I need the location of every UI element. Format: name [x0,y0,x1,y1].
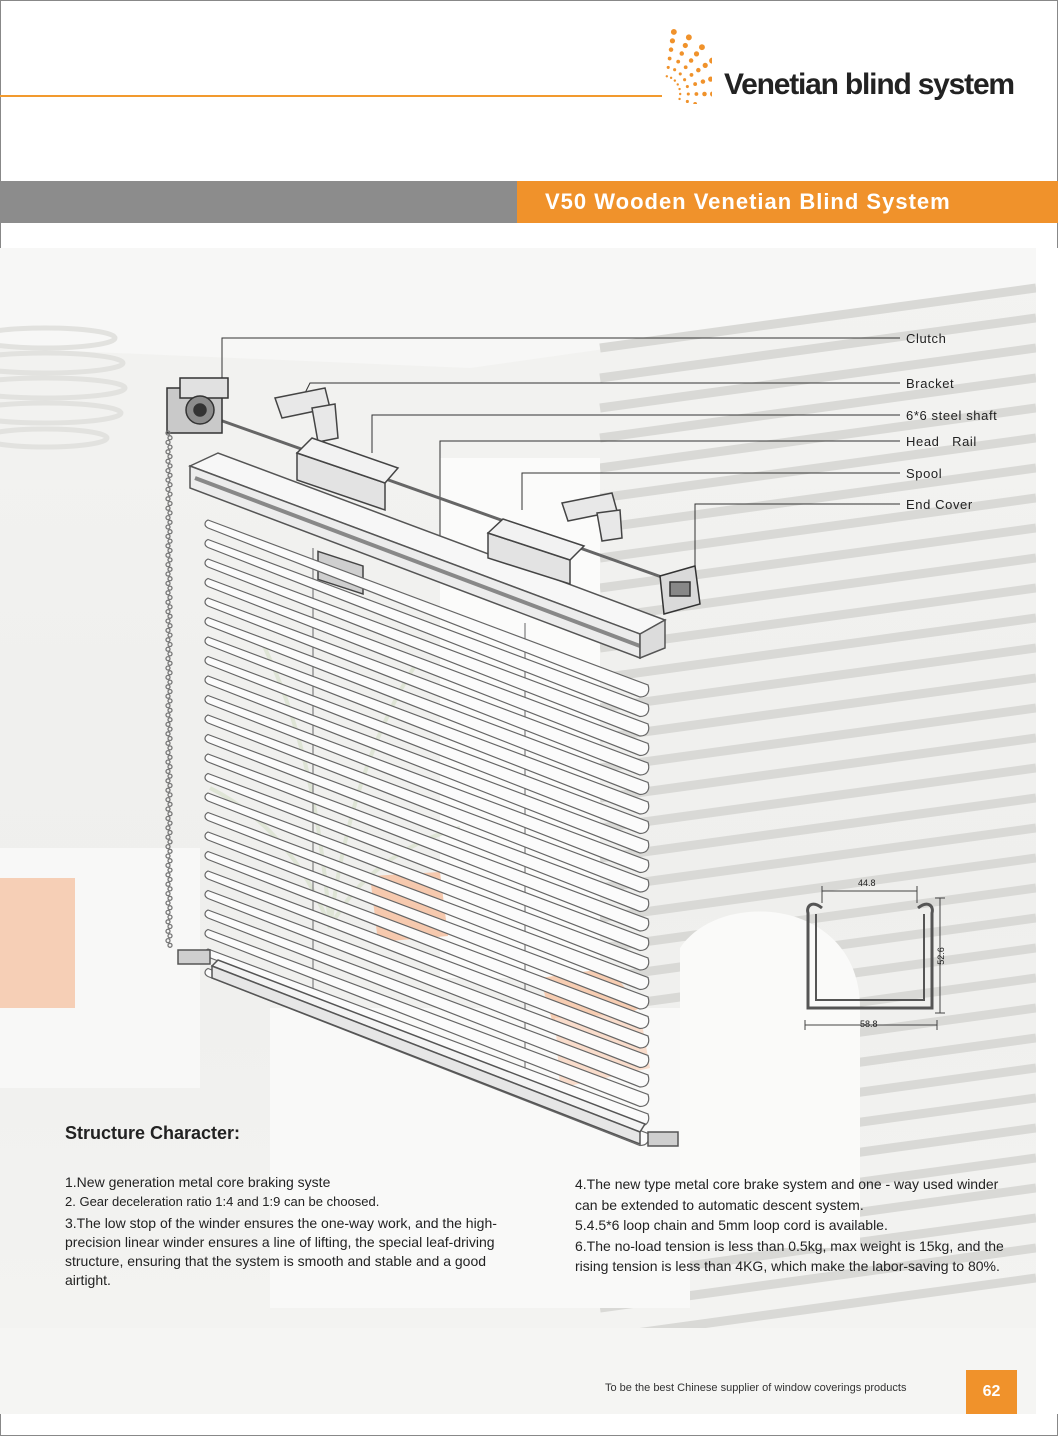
feature-list-left [65,1173,525,1290]
feature-item: 1.New generation metal core braking syste [65,1174,331,1190]
callout-steel-shaft: 6*6 steel shaft [906,408,998,423]
callout-end-cover: End Cover [906,497,973,512]
page-number: 62 [966,1370,1017,1414]
footer-tagline: To be the best Chinese supplier of window coverings products [605,1382,907,1394]
structure-heading: Structure Character: [65,1123,241,1143]
band-grey [0,181,517,223]
feature-item: 4.The new type metal core brake system and one - way used winder can be extended to automatic descent system. [575,1176,999,1213]
callout-head-rail: Head Rail [906,434,977,449]
feature-item: 3.The low stop of the winder ensures the one-way work, and the high-precision linear winder ensures a line of lifting, the special leaf-driving structure, ensuring that the system is smooth and stable and a good airtight. [65,1215,497,1288]
profile-height: 52.6 [935,947,946,965]
right-margin [1036,248,1058,1414]
feature-list-right [575,1174,1015,1277]
callout-clutch: Clutch [906,331,947,346]
feature-item: 6.The no-load tension is less than 0.5kg, max weight is 15kg, and the rising tension is less than 4KG, which make the labor-saving to 80%. [575,1237,1004,1274]
callout-spool: Spool [906,466,943,481]
feature-item: 2. Gear deceleration ratio 1:4 and 1:9 can be choosed. [65,1194,380,1209]
radiating-dots-logo-icon [648,24,712,104]
callout-bracket: Bracket [906,376,955,391]
profile-bottom-width: 58.8 [860,1019,878,1029]
product-title: V50 Wooden Venetian Blind System [545,189,951,214]
profile-top-width: 44.8 [858,878,876,888]
feature-item: 5.4.5*6 loop chain and 5mm loop cord is available. [575,1217,888,1233]
header-rule [0,95,662,97]
brand-title: Venetian blind system [724,68,1014,101]
blind-system-diagram [0,248,1036,1168]
